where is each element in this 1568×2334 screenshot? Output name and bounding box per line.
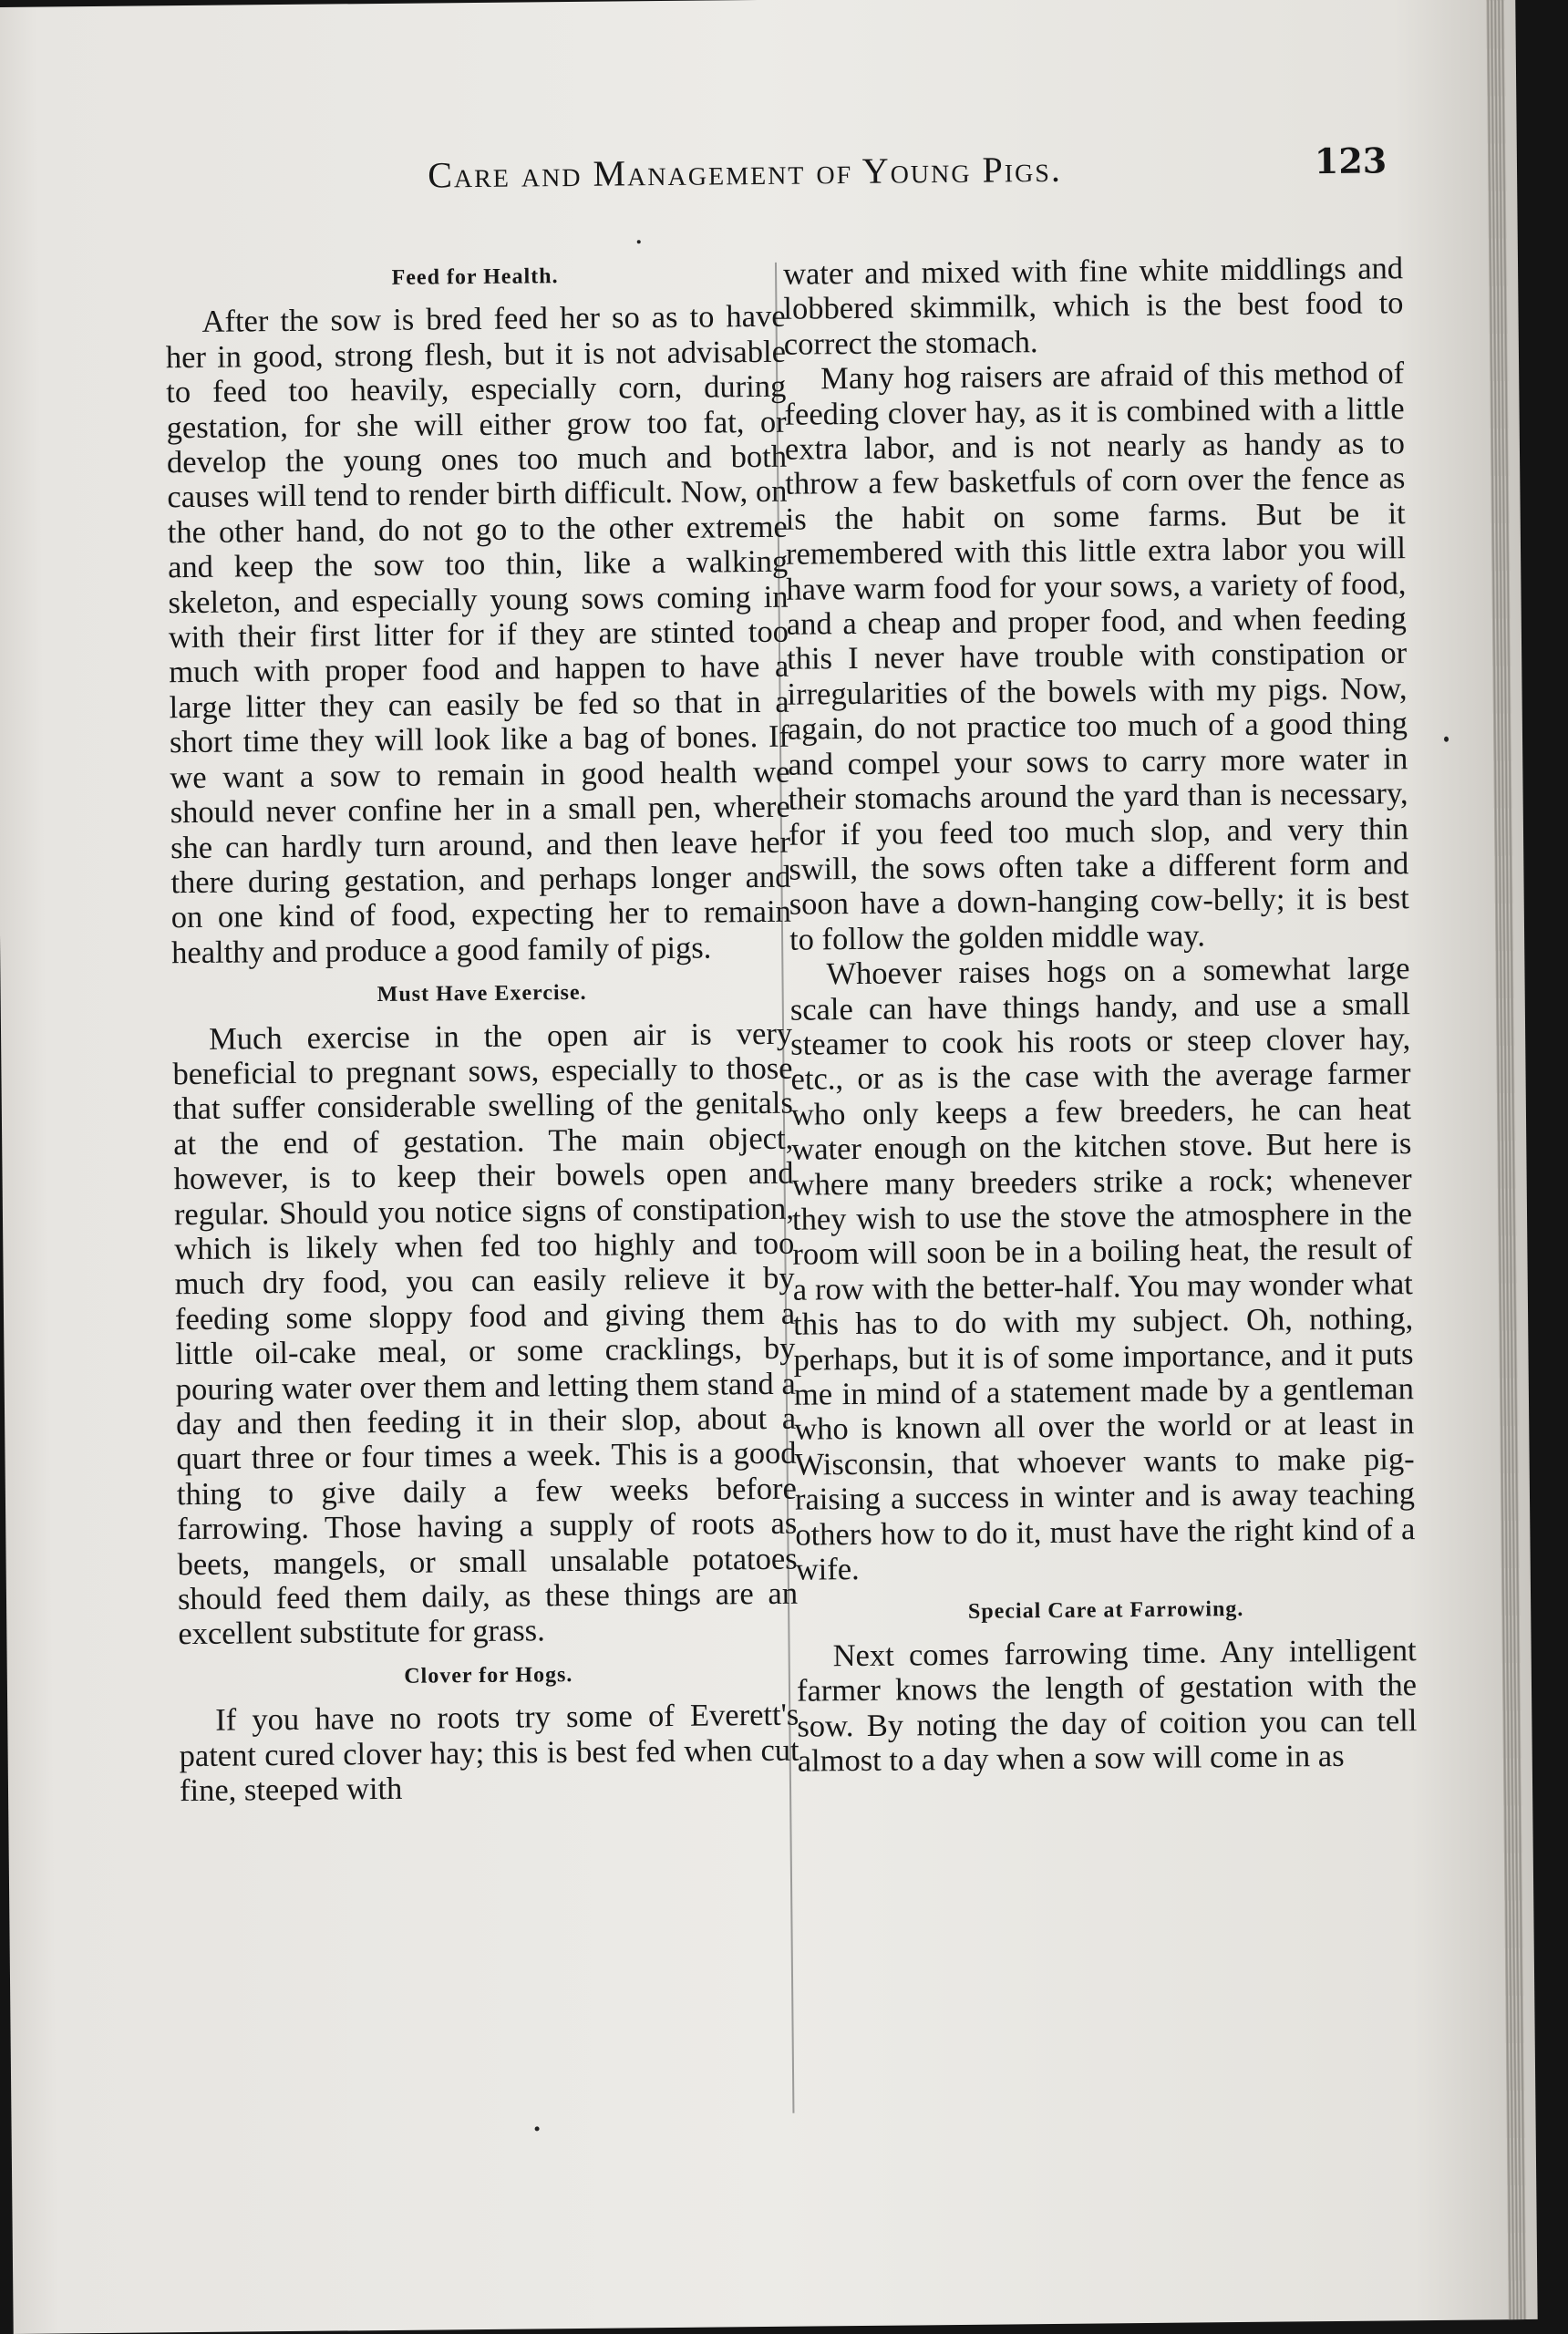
right-column	[783, 251, 1418, 1779]
paragraph-exercise: Much exercise in the open air is very beneficial to pregnant sows, especially to those that suffer considerable swelling of the genitals at the end of gestation. The main object, however, is to keep their bowels open and regular. Should you notice signs of constipation, which is likely when fed too highly and too much dry food, you can easily relieve it by feeding some sloppy food and giving them a little oil-cake meal, or some cracklings, by pouring water over them and letting them stand a day and then feeding it in their slop, about a quart three or four times a week. This is a good thing to give daily a few weeks before farrowing. Those having a supply of roots as beets, mangels, or small unsalable potatoes should feed them daily, as these things are an excellent substitute for grass.	[172, 1016, 799, 1652]
section-heading-clover: Clover for Hogs.	[404, 1662, 573, 1689]
running-head: Care and Management of Young Pigs.	[427, 148, 1063, 196]
print-speck	[637, 240, 641, 243]
page-edge	[1486, 0, 1526, 2319]
section-heading-feed: Feed for Health.	[391, 264, 559, 290]
section-heading-farrowing: Special Care at Farrowing.	[967, 1597, 1244, 1625]
paragraph-farrowing: Next comes farrowing time. Any intelligent farmer knows the length of gestation with the sow. By noting the day of coition you can tell almost to a day when a sow will come in as	[796, 1632, 1418, 1779]
print-speck	[535, 2126, 540, 2131]
paragraph-clover: If you have no roots try some of Everett's patent cured clover hay; this is best fed when cut fine, steeped with	[179, 1697, 799, 1809]
print-speck	[1444, 737, 1449, 742]
paragraph-whoever: Whoever raises hogs on a somewhat large scale can have things handy, and use a small steamer to cook his roots or steep clover hay, etc., or as is the case with the average farmer who only keeps a few breeders, he can heat water enough on the kitchen stove. But here is where many breeders strike a rock; whenever they wish to use the stove the atmosphere in the room will soon be in a boiling heat, the result of a row with the better-half. You may wonder what this has to do with my subject. Oh, nothing, perhaps, but it is of some importance, and it puts me in mind of a statement made by a gentleman who is known all over the world or at least in Wisconsin, that whoever wants to make pig-raising a success in winter and is away teaching others how to do it, must have the right kind of a wife.	[789, 951, 1416, 1587]
section-heading-exercise: Must Have Exercise.	[377, 980, 587, 1007]
paragraph-continued: water and mixed with fine white middlings and lobbered skimmilk, which is the best food to correct the stomach.	[782, 251, 1404, 362]
paragraph-many: Many hog raisers are afraid of this method of feeding clover hay, as it is combined with a little extra labor, and is not nearly as handy as to throw a few basketfuls of corn over the fence as is the habit on some farms. But be it remembered with this little extra labor you will have warm food for your sows, a variety of food, and a cheap and proper food, and when feeding this I never have trouble with constipation or irregularities of the bowels with my pigs. Now, again, do not practice too much of a good thing and compel your sows to carry more water in their stomachs around the yard than is necessary, for if you feed too much slop, and very thin swill, the sows often take a different form and soon have a down-hanging cow-belly; it is best to follow the golden middle way.	[784, 356, 1409, 957]
left-column	[165, 257, 799, 1809]
page-number: 123	[1314, 139, 1387, 182]
paragraph-feed: After the sow is bred feed her so as to have her in good, strong flesh, but it is not advisable to feed too heavily, especially corn, during gestation, for she will either grow too fat, or develop the young ones too much and both causes will tend to render birth difficult. Now, on the other hand, do not go to the other extreme and keep the sow too thin, like a walking skeleton, and especially young sows coming in with their first litter for if they are stinted too much with proper food and happen to have a large litter they can easily be fed so that in a short time they will look like a bag of bones. If we want a sow to remain in good health we should never confine her in a small pen, where she can hardly turn around, and then leave her there during gestation, and perhaps longer and on one kind of food, expecting her to remain healthy and produce a good family of pigs.	[165, 299, 791, 970]
